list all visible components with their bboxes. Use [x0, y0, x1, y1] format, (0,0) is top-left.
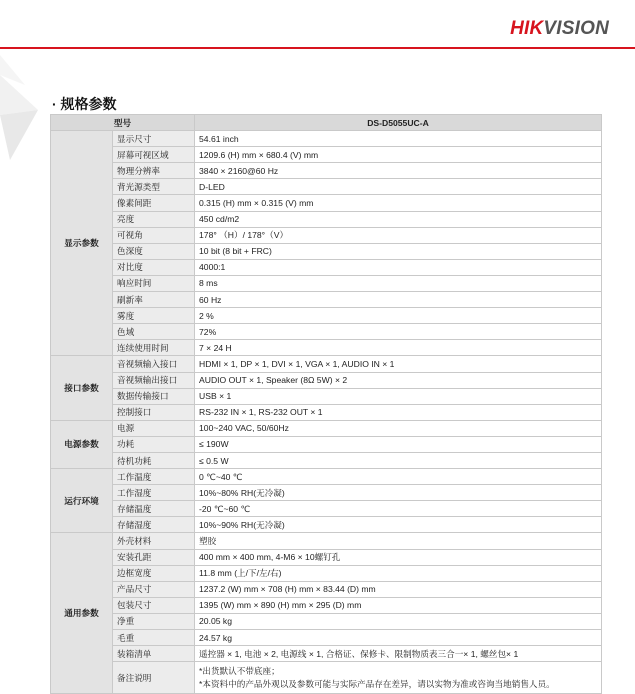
param-name: 显示尺寸	[113, 131, 195, 147]
param-name: 装箱清单	[113, 646, 195, 662]
table-row	[51, 179, 602, 195]
table-row	[51, 259, 602, 275]
param-value: 1209.6 (H) mm × 680.4 (V) mm	[195, 147, 602, 163]
param-value: 0 ℃~40 ℃	[195, 469, 602, 485]
table-row	[51, 517, 602, 533]
param-name: 外壳材料	[113, 533, 195, 549]
param-value: 2 %	[195, 308, 602, 324]
table-row	[51, 662, 602, 694]
group-label: 电源参数	[51, 420, 113, 468]
param-name: 工作温度	[113, 469, 195, 485]
table-row	[51, 243, 602, 259]
param-value: 11.8 mm (上/下/左/右)	[195, 565, 602, 581]
param-name: 可视角	[113, 227, 195, 243]
param-name: 雾度	[113, 308, 195, 324]
group-label: 通用参数	[51, 533, 113, 694]
param-value: D-LED	[195, 179, 602, 195]
param-value: 178° （H）/ 178°（V）	[195, 227, 602, 243]
param-name: 产品尺寸	[113, 581, 195, 597]
param-name: 毛重	[113, 630, 195, 646]
brand-logo-gray: VISION	[543, 18, 609, 39]
table-row	[51, 404, 602, 420]
table-row	[51, 356, 602, 372]
param-value: 450 cd/m2	[195, 211, 602, 227]
param-name: 音视频输出接口	[113, 372, 195, 388]
param-value: 4000:1	[195, 259, 602, 275]
param-name: 屏幕可视区域	[113, 147, 195, 163]
param-name: 色深度	[113, 243, 195, 259]
param-name: 背光源类型	[113, 179, 195, 195]
param-value: 54.61 inch	[195, 131, 602, 147]
param-name: 安装孔距	[113, 549, 195, 565]
model-value: DS-D5055UC-A	[195, 115, 602, 131]
param-name: 控制接口	[113, 404, 195, 420]
table-row	[51, 597, 602, 613]
param-name: 功耗	[113, 436, 195, 452]
table-row	[51, 581, 602, 597]
param-value: HDMI × 1, DP × 1, DVI × 1, VGA × 1, AUDIO IN × 1	[195, 356, 602, 372]
param-name: 色域	[113, 324, 195, 340]
table-row	[51, 630, 602, 646]
table-row	[51, 501, 602, 517]
param-value: 3840 × 2160@60 Hz	[195, 163, 602, 179]
table-row	[51, 388, 602, 404]
param-value: 60 Hz	[195, 292, 602, 308]
param-value: 10%~80% RH(无冷凝)	[195, 485, 602, 501]
param-value: 10%~90% RH(无冷凝)	[195, 517, 602, 533]
table-row	[51, 147, 602, 163]
table-row	[51, 227, 602, 243]
param-value: RS-232 IN × 1, RS-232 OUT × 1	[195, 404, 602, 420]
param-name: 像素间距	[113, 195, 195, 211]
spec-table	[50, 114, 602, 694]
param-value: -20 ℃~60 ℃	[195, 501, 602, 517]
table-row	[51, 613, 602, 629]
table-row	[51, 485, 602, 501]
table-row	[51, 292, 602, 308]
param-name: 待机功耗	[113, 452, 195, 468]
table-row	[51, 308, 602, 324]
group-label: 显示参数	[51, 131, 113, 356]
table-row	[51, 469, 602, 485]
param-name: 连续使用时间	[113, 340, 195, 356]
param-value: 100~240 VAC, 50/60Hz	[195, 420, 602, 436]
table-row	[51, 420, 602, 436]
group-label: 运行环境	[51, 469, 113, 533]
param-name: 物理分辨率	[113, 163, 195, 179]
table-row	[51, 324, 602, 340]
param-value: ≤ 190W	[195, 436, 602, 452]
table-header-row	[51, 115, 602, 131]
table-row	[51, 549, 602, 565]
param-name: 备注说明	[113, 662, 195, 694]
param-value: 24.57 kg	[195, 630, 602, 646]
table-row	[51, 533, 602, 549]
param-name: 音视频输入接口	[113, 356, 195, 372]
param-value: 1237.2 (W) mm × 708 (H) mm × 83.44 (D) mm	[195, 581, 602, 597]
table-row	[51, 195, 602, 211]
table-row	[51, 275, 602, 291]
param-value: 塑胶	[195, 533, 602, 549]
param-name: 响应时间	[113, 275, 195, 291]
param-name: 数据传输接口	[113, 388, 195, 404]
param-value: 1395 (W) mm × 890 (H) mm × 295 (D) mm	[195, 597, 602, 613]
table-row	[51, 372, 602, 388]
group-label: 接口参数	[51, 356, 113, 420]
param-value: 20.05 kg	[195, 613, 602, 629]
section-title: · 规格参数	[52, 96, 117, 112]
param-value: *出货默认不带底座； *本资料中的产品外观以及参数可能与实际产品存在差异，请以实物为准或咨询当地销售人员。	[195, 662, 602, 694]
brand-logo	[510, 18, 609, 40]
table-row	[51, 452, 602, 468]
table-row	[51, 163, 602, 179]
param-name: 亮度	[113, 211, 195, 227]
param-name: 刷新率	[113, 292, 195, 308]
param-value: USB × 1	[195, 388, 602, 404]
param-name: 净重	[113, 613, 195, 629]
param-value: 0.315 (H) mm × 0.315 (V) mm	[195, 195, 602, 211]
param-value: ≤ 0.5 W	[195, 452, 602, 468]
table-row	[51, 131, 602, 147]
param-name: 电源	[113, 420, 195, 436]
param-name: 边框宽度	[113, 565, 195, 581]
table-row	[51, 436, 602, 452]
param-name: 存储温度	[113, 501, 195, 517]
model-label: 型号	[51, 115, 195, 131]
param-name: 对比度	[113, 259, 195, 275]
brand-logo-red: HIK	[510, 18, 544, 39]
param-value: 遥控器 × 1, 电池 × 2, 电源线 × 1, 合格证、保修卡、限制物质表三合一× 1, 螺丝包× 1	[195, 646, 602, 662]
table-row	[51, 340, 602, 356]
param-value: 8 ms	[195, 275, 602, 291]
param-value: 400 mm × 400 mm, 4-M6 × 10螺钉孔	[195, 549, 602, 565]
table-row	[51, 565, 602, 581]
param-name: 存储湿度	[113, 517, 195, 533]
param-name: 包装尺寸	[113, 597, 195, 613]
param-value: 72%	[195, 324, 602, 340]
param-value: 10 bit (8 bit + FRC)	[195, 243, 602, 259]
param-name: 工作湿度	[113, 485, 195, 501]
header-divider	[0, 47, 635, 49]
param-value: 7 × 24 H	[195, 340, 602, 356]
table-row	[51, 211, 602, 227]
table-row	[51, 646, 602, 662]
param-value: AUDIO OUT × 1, Speaker (8Ω 5W) × 2	[195, 372, 602, 388]
